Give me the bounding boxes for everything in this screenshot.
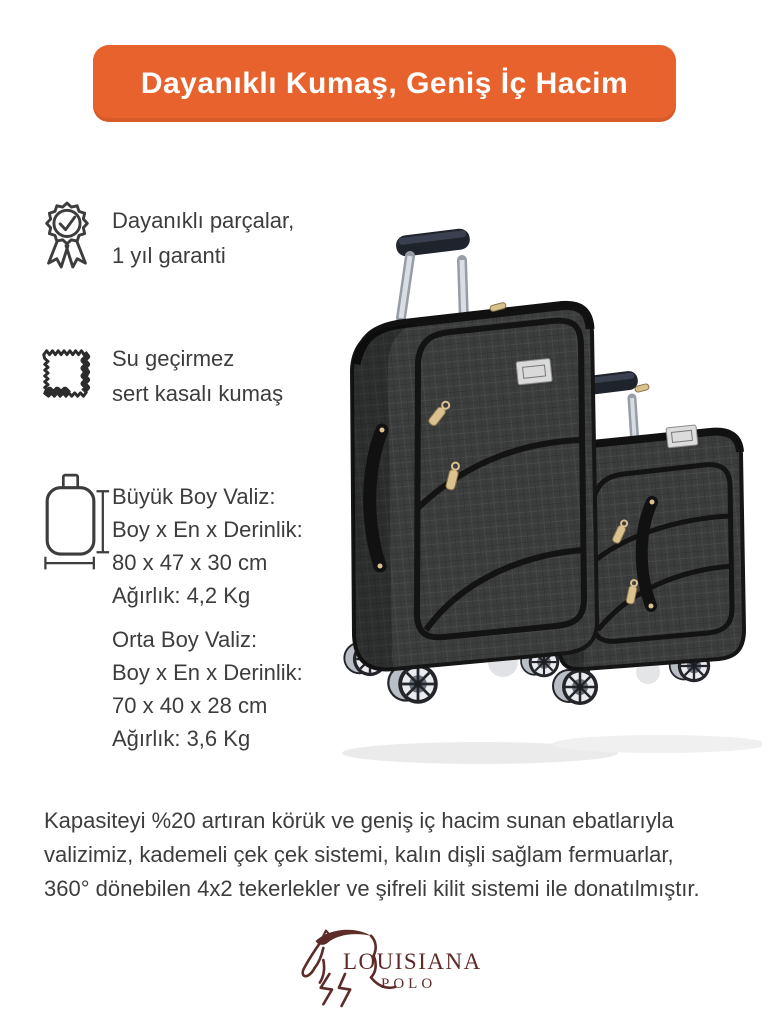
- description-line: valizimiz, kademeli çek çek sistemi, kalın dişli sağlam fermuarlar,: [44, 842, 674, 867]
- feature-line: Ağırlık: 3,6 Kg: [112, 726, 251, 751]
- feature-line: Orta Boy Valiz:: [112, 627, 258, 652]
- feature-line: 80 x 47 x 30 cm: [112, 550, 268, 575]
- product-photo: [330, 210, 762, 770]
- brand-name: LOUISIANA: [343, 949, 482, 974]
- feature-line: sert kasalı kumaş: [112, 381, 284, 406]
- description-paragraph: [44, 804, 700, 906]
- feature-warranty: [112, 203, 294, 273]
- feature-big-size: [112, 480, 303, 612]
- feature-medium-size: [112, 623, 303, 755]
- banner: [93, 45, 676, 122]
- banner-title: Dayanıklı Kumaş, Geniş İç Hacim: [140, 66, 629, 100]
- warranty-medal-icon: [36, 198, 98, 274]
- large-suitcase: [344, 228, 597, 704]
- description-line: Kapasiteyi %20 artıran körük ve geniş iç hacim sunan ebatlarıyla: [44, 808, 674, 833]
- feature-line: Dayanıklı parçalar,: [112, 208, 295, 233]
- feature-line: Boy x En x Derinlik:: [112, 660, 303, 685]
- luggage-dimensions-icon: [40, 468, 110, 572]
- brand-logo: [293, 916, 523, 1021]
- feature-waterproof: [112, 341, 283, 411]
- feature-line: 70 x 40 x 28 cm: [112, 693, 268, 718]
- feature-line: 1 yıl garanti: [112, 243, 226, 268]
- feature-line: Büyük Boy Valiz:: [112, 484, 276, 509]
- feature-line: Su geçirmez: [112, 346, 235, 371]
- feature-line: Boy x En x Derinlik:: [112, 517, 303, 542]
- waterproof-fabric-icon: [36, 344, 94, 404]
- description-line: 360° dönebilen 4x2 tekerlekler ve şifreli kilit sistemi ile donatılmıştır.: [44, 876, 700, 901]
- feature-line: Ağırlık: 4,2 Kg: [112, 583, 251, 608]
- brand-subname: POLO: [381, 976, 437, 992]
